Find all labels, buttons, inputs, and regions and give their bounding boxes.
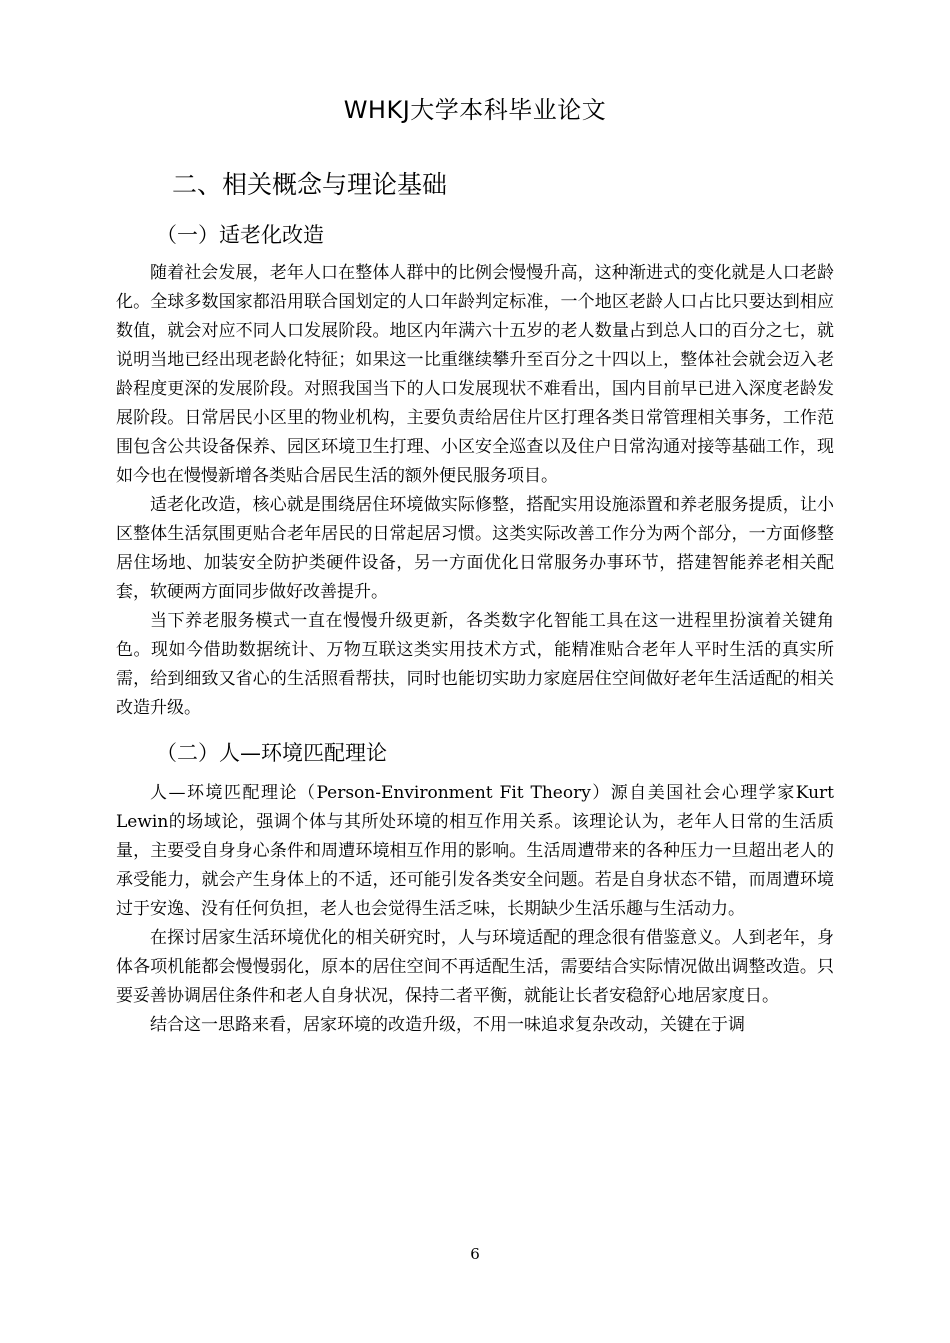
running-header: WHKJ大学本科毕业论文 xyxy=(343,96,607,124)
subsection-heading-person-environment-fit: （二）人—环境匹配理论 xyxy=(156,741,387,765)
paragraph: 随着社会发展，老年人口在整体人群中的比例会慢慢升高，这种渐进式的变化就是人口老龄化。全球多数国家都沿用联合国划定的人口年龄判定标准，一个地区老龄人口占比只要达到相应数值，就会对应不同人口发展阶段。地区内年满六十五岁的老人数量占到总人口的百分之七，就说明当地已经出现老龄化特征；如果这一比重继续攀升至百分之十四以上，整体社会就会迈入老龄程度更深的发展阶段。对照我国当下的人口发展现状不难看出，国内目前早已进入深度老龄发展阶段。日常居民小区里的物业机构，主要负责给居住片区打理各类日常管理相关事务，工作范围包含公共设备保养、园区环境卫生打理、小区安全巡查以及住户日常沟通对接等基础工作，现如今也在慢慢新增各类贴合居民生活的额外便民服务项目。 xyxy=(116,263,834,486)
body-text xyxy=(116,163,834,1040)
page-number: 6 xyxy=(470,1245,480,1263)
section-heading: 二、相关概念与理论基础 xyxy=(172,170,448,199)
paragraph: 人—环境匹配理论（Person-Environment Fit Theory）源自美国社会心理学家Kurt Lewin的场域论，强调个体与其所处环境的相互作用关系。该理论认为，老年人日常的生活质量，主要受自身身心条件和周遭环境相互作用的影响。生活周遭带来的各种压力一旦超出老人的承受能力，就会产生身体上的不适，还可能引发各类安全问题。若是自身状态不错，而周遭环境过于安逸、没有任何负担，老人也会觉得生活乏味，长期缺少生活乐趣与生活动力。 xyxy=(116,783,834,919)
subsection-heading-aging-renovation: （一）适老化改造 xyxy=(156,223,324,247)
paragraph: 在探讨居家生活环境优化的相关研究时，人与环境适配的理念很有借鉴意义。人到老年，身体各项机能都会慢慢弱化，原本的居住空间不再适配生活，需要结合实际情况做出调整改造。只要妥善协调居住条件和老人自身状况，保持二者平衡，就能让长者安稳舒心地居家度日。 xyxy=(116,928,834,1006)
paragraph: 适老化改造，核心就是围绕居住环境做实际修整，搭配实用设施添置和养老服务提质，让小区整体生活氛围更贴合老年居民的日常起居习惯。这类实际改善工作分为两个部分，一方面修整居住场地、加装安全防护类硬件设备，另一方面优化日常服务办事环节，搭建智能养老相关配套，软硬两方面同步做好改善提升。 xyxy=(116,495,834,602)
paragraph: 当下养老服务模式一直在慢慢升级更新，各类数字化智能工具在这一进程里扮演着关键角色。现如今借助数据统计、万物互联这类实用技术方式，能精准贴合老年人平时生活的真实所需，给到细致又省心的生活照看帮扶，同时也能切实助力家庭居住空间做好老年生活适配的相关改造升级。 xyxy=(116,611,834,718)
paragraph: 结合这一思路来看，居家环境的改造升级，不用一味追求复杂改动，关键在于调 xyxy=(150,1015,745,1035)
